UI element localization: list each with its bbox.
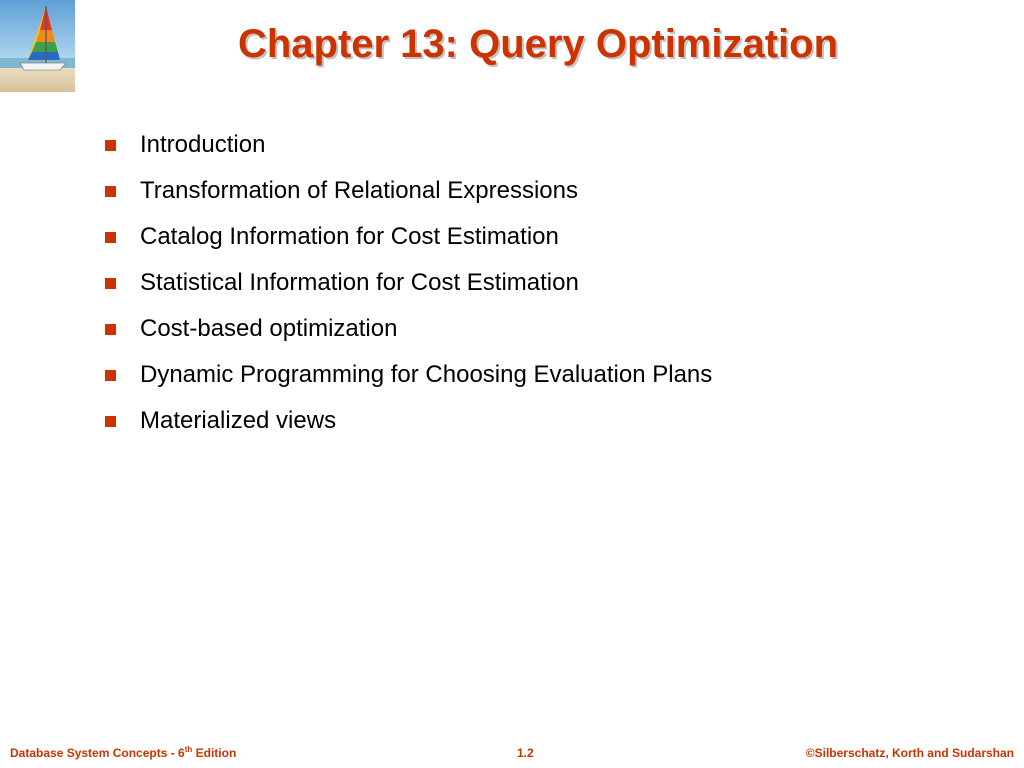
footer-book-title-prefix: Database System Concepts - 6: [10, 746, 185, 760]
bullet-text: Cost-based optimization: [140, 315, 398, 342]
bullet-list: [103, 128, 763, 450]
bullet-text: Catalog Information for Cost Estimation: [140, 223, 559, 250]
list-item: [103, 266, 763, 300]
bullet-text: Introduction: [140, 131, 266, 158]
list-item: [103, 220, 763, 254]
list-item: [103, 128, 763, 162]
square-bullet-icon: [105, 232, 116, 243]
slide-title: Chapter 13: Query Optimization: [237, 22, 839, 66]
footer-copyright: ©Silberschatz, Korth and Sudarshan: [805, 746, 1014, 760]
bullet-text: Transformation of Relational Expressions: [140, 177, 578, 204]
list-item: [103, 312, 763, 346]
square-bullet-icon: [105, 324, 116, 335]
square-bullet-icon: [105, 278, 116, 289]
footer-book-title-suffix: Edition: [192, 746, 237, 760]
square-bullet-icon: [105, 370, 116, 381]
slide-footer: [0, 746, 1024, 764]
square-bullet-icon: [105, 416, 116, 427]
footer-book-title-superscript: th: [184, 745, 193, 754]
square-bullet-icon: [105, 140, 116, 151]
bullet-text: Dynamic Programming for Choosing Evaluation Plans: [140, 361, 713, 388]
bullet-text: Statistical Information for Cost Estimation: [140, 269, 579, 296]
bullet-text: Materialized views: [140, 407, 337, 434]
footer-book-title: [10, 746, 236, 760]
list-item: [103, 174, 763, 208]
square-bullet-icon: [105, 186, 116, 197]
list-item: [103, 404, 763, 438]
slide-number: 1.2: [517, 746, 534, 760]
sailboat-logo-icon: [0, 0, 75, 92]
list-item: [103, 358, 763, 392]
